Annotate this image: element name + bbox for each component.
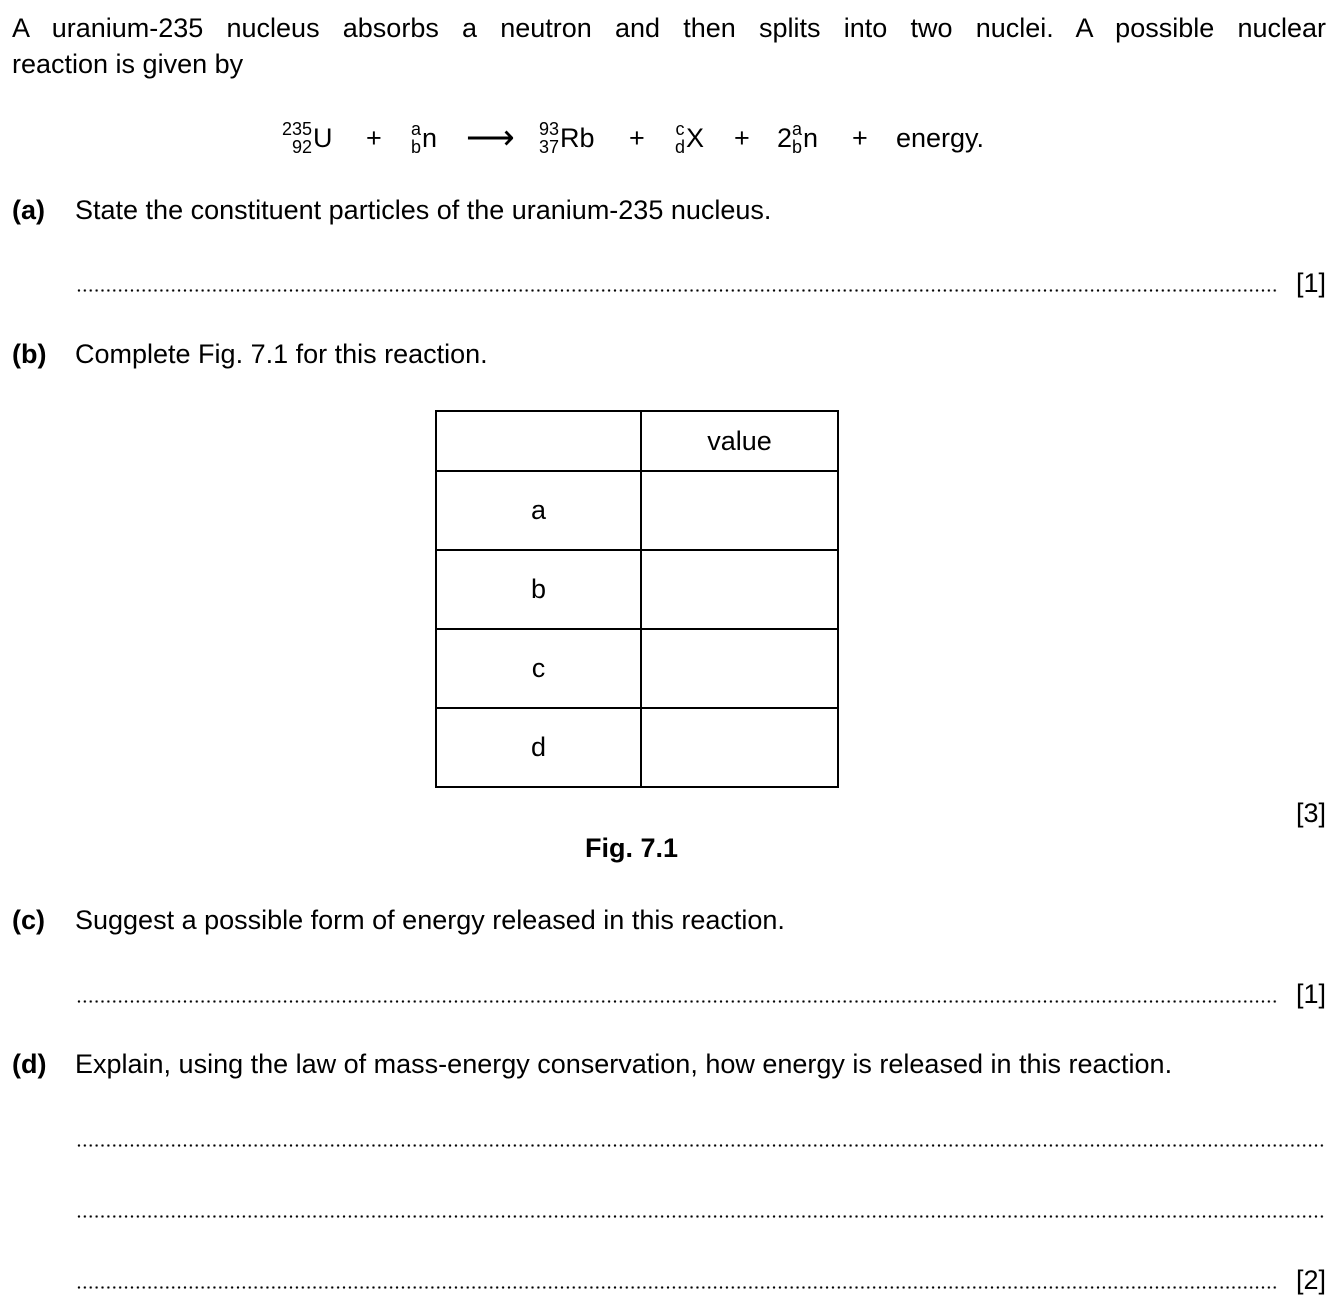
question-d-label: (d) [12, 1049, 47, 1079]
mark-b: [3] [1295, 798, 1326, 828]
answer-line-d-2[interactable] [76, 1215, 1324, 1218]
table-row-label: d [436, 708, 641, 787]
answer-line-c[interactable] [76, 1000, 1278, 1003]
intro-paragraph [12, 10, 1326, 82]
plus-sign: + [734, 122, 750, 153]
plus-sign: + [366, 122, 382, 153]
figure-7-1-table [435, 410, 839, 788]
answer-line-a[interactable] [76, 289, 1278, 292]
uranium-mass-number: 235 [282, 119, 313, 139]
mark-c: [1] [1295, 979, 1326, 1009]
plus-sign: + [629, 122, 645, 153]
mark-d: [2] [1295, 1265, 1326, 1295]
question-a-label: (a) [12, 195, 45, 225]
question-c-label: (c) [12, 905, 45, 935]
uranium-atomic-number: 92 [292, 137, 313, 157]
question-b-text: Complete Fig. 7.1 for this reaction. [75, 339, 488, 369]
neutron-atomic-number: b [411, 137, 422, 157]
neutron-symbol: n [422, 123, 438, 153]
mark-a: [1] [1295, 268, 1326, 298]
x-mass-number: c [675, 119, 685, 139]
neutron-nuclide [411, 116, 437, 160]
rubidium-symbol: Rb [560, 123, 595, 153]
neutron-coefficient: 2 [777, 123, 793, 153]
question-a-text: State the constituent particles of the uranium-235 nucleus. [75, 195, 772, 225]
table-value-cell[interactable] [641, 550, 838, 629]
rubidium-atomic-number: 37 [539, 137, 560, 157]
table-value-cell[interactable] [641, 629, 838, 708]
neutron-mass-number: a [792, 119, 803, 139]
intro-line-2: reaction is given by [12, 49, 244, 79]
figure-caption: Fig. 7.1 [585, 833, 679, 863]
neutron-coefficient-term [777, 116, 818, 160]
question-c-text: Suggest a possible form of energy released in this reaction. [75, 905, 785, 935]
x-atomic-number: d [675, 137, 686, 157]
neutron-mass-number: a [411, 119, 422, 139]
rubidium-nuclide [539, 116, 595, 160]
x-nuclide [675, 116, 704, 160]
x-symbol: X [686, 123, 705, 153]
table-value-cell[interactable] [641, 708, 838, 787]
answer-line-d-3[interactable] [76, 1286, 1278, 1289]
answer-line-d-1[interactable] [76, 1144, 1324, 1147]
table-value-cell[interactable] [641, 471, 838, 550]
uranium-nuclide [282, 116, 333, 160]
arrow: ⟶ [466, 119, 515, 157]
table-row-label: c [436, 629, 641, 708]
rubidium-mass-number: 93 [539, 119, 560, 139]
uranium-symbol: U [313, 123, 333, 153]
neutron-atomic-number: b [792, 137, 803, 157]
intro-line-1: A uranium-235 nucleus absorbs a neutron and then splits into two nuclei. A possible nuclear [12, 13, 1326, 43]
table-header-blank [436, 411, 641, 471]
table-header-value: value [641, 411, 838, 471]
neutron-symbol: n [803, 123, 819, 153]
table-row-label: a [436, 471, 641, 550]
table-row-label: b [436, 550, 641, 629]
question-b-label: (b) [12, 339, 47, 369]
question-d-text: Explain, using the law of mass-energy conservation, how energy is released in this reaction. [75, 1049, 1173, 1079]
plus-sign: + [852, 122, 868, 153]
energy-term: energy. [896, 122, 985, 153]
